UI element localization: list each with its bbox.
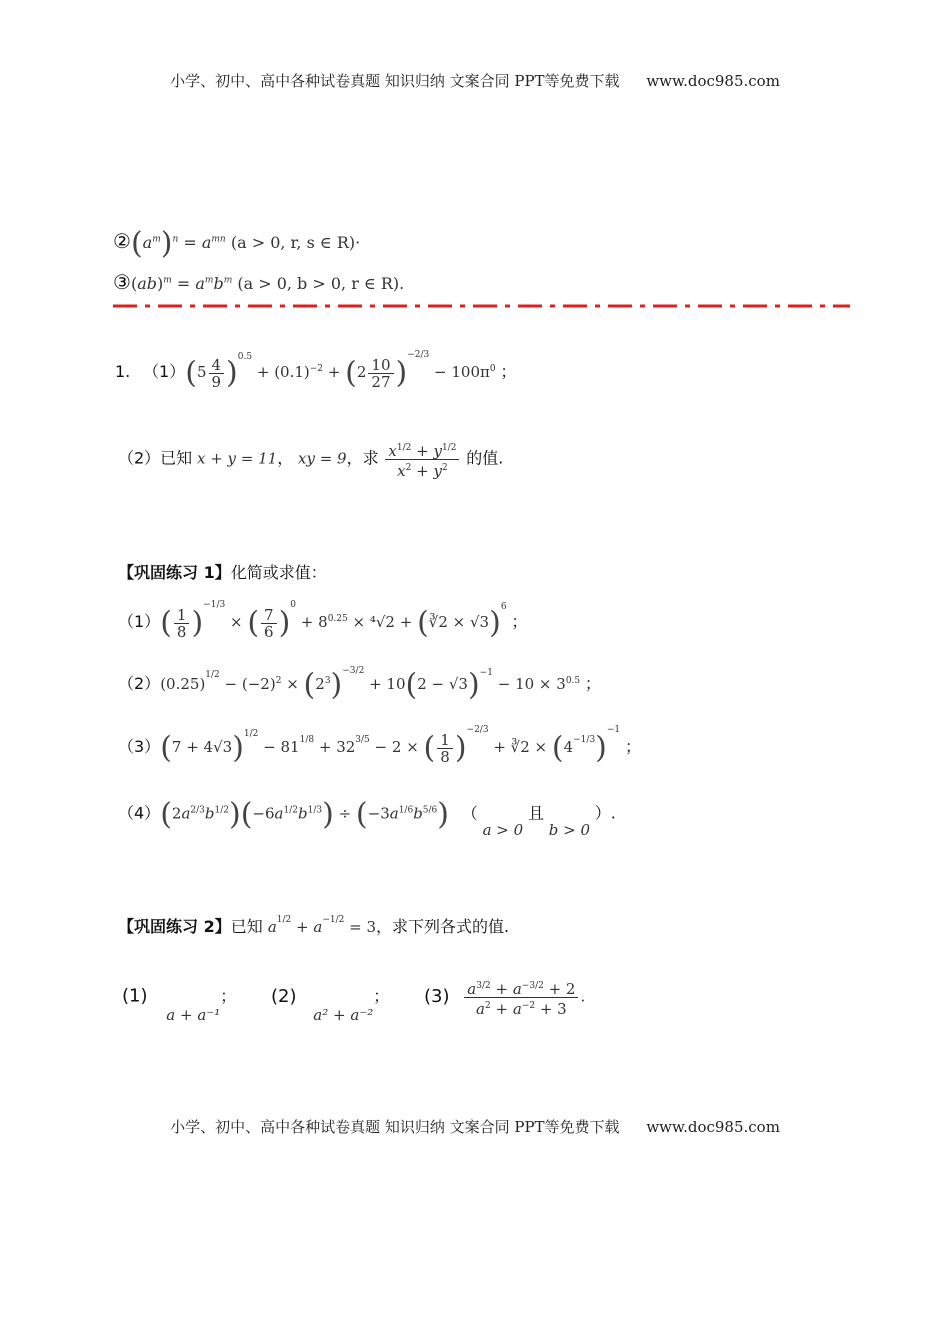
practice-2-q1-expr: a + a⁻¹	[166, 1005, 221, 1024]
example-number: 1.	[115, 362, 131, 381]
practice-1-q4-label: （4）	[118, 803, 161, 823]
example-1-part-2-sep: ，	[277, 448, 294, 468]
property-3: ③(ab)$^m$ = $a^mb^m$ (a > 0, b > 0, r ∈ R).	[113, 270, 405, 294]
property-2: $②(a^m)^n = a^{mn}$ (a > 0, r, s ∈ R)·	[113, 226, 361, 261]
practice-2-heading: 【巩固练习 2】已知 $a^{1/2} + a^{-1/2} = 3$，求下列各式的值.	[118, 915, 510, 936]
practice-2-given: 已知	[230, 917, 263, 936]
practice-2-q3-label: (3)	[424, 985, 450, 1007]
practice-1-q4-cond-a: a > 0	[482, 820, 524, 839]
example-1-part-1-end: ；	[500, 362, 517, 381]
practice-1-q4-cond-b: b > 0	[548, 820, 590, 839]
property-2-label: ②	[113, 229, 131, 253]
example-1-part-2-label: （2）已知	[118, 448, 193, 468]
example-1-condition-2: xy = 9	[298, 449, 347, 468]
practice-2-q1-label: (1)	[122, 985, 148, 1007]
practice-2-sep-1: ；	[220, 986, 237, 1006]
practice-1-q2-label: （2）	[118, 674, 161, 693]
footer-url[interactable]: www.doc985.com	[646, 1118, 780, 1136]
practice-2-questions: (1) a + a⁻¹； (2) a² + a⁻²； (3) $\frac{a^{3/2} + a^{-3/2} + 2}{a^2 + a^{-2} + 3}$ .	[122, 980, 586, 1024]
practice-1-heading	[118, 560, 327, 583]
practice-1-q4-open: （	[461, 803, 478, 823]
footer-text: 小学、初中、高中各种试卷真题 知识归纳 文案合同 PPT等免费下载	[170, 1118, 620, 1136]
example-1-part-2: （2）已知 x + y = 11， xy = 9，求 $\frac{x^{1/2} + y^{1/2}}{x^2 + y^2}$ 的值.	[118, 442, 504, 480]
practice-1-q3-label: （3）	[118, 737, 161, 756]
practice-1-q1-label: （1）	[118, 612, 161, 631]
property-3-condition: (a > 0, b > 0, r ∈ R)	[237, 274, 400, 293]
example-1-part-2-ask: ，求	[346, 448, 379, 468]
example-1-part-2-end: 的值.	[466, 448, 504, 468]
practice-2-q3-end: .	[580, 987, 586, 1006]
header-url[interactable]: www.doc985.com	[646, 72, 780, 90]
section-divider	[113, 304, 850, 308]
page-footer	[0, 1116, 950, 1137]
practice-2-sep-2: ；	[373, 986, 390, 1006]
practice-1-q1-end: ；	[511, 612, 528, 631]
example-1-part-1: 1. （1）(5 $\frac{4}{9}$ )$^{0.5} + (0.1)^{-2} + (2$ $\frac{10}{27}$ )$^{-2/3} - 100\pi^0$ ；	[115, 350, 517, 391]
practice-1-title: 【巩固练习 1】	[118, 563, 231, 582]
example-1-condition-1: x + y = 11	[196, 449, 278, 468]
header-text: 小学、初中、高中各种试卷真题 知识归纳 文案合同 PPT等免费下载	[170, 72, 620, 90]
practice-1-q4-close: ）.	[594, 803, 616, 823]
practice-1-instruction: 化简或求值：	[230, 563, 327, 582]
example-1-part-1-label: （1）	[143, 362, 186, 381]
property-3-label: ③	[113, 270, 131, 294]
practice-1-q2: $(2)(0.25)^{1/2} - (-2)^2 \times (2^3)^{-3/2} + 10(2 - √3)^{-1} - 10 \times 3^{0.5}$ ；	[118, 666, 601, 703]
property-2-end: ·	[355, 233, 361, 252]
practice-2-ask: ，求下列各式的值.	[376, 917, 510, 936]
page-header	[0, 70, 950, 91]
practice-2-q2-label: (2)	[271, 985, 297, 1007]
practice-2-title: 【巩固练习 2】	[118, 917, 231, 936]
practice-1-q3: $(3)(7 + 4√3)^{1/2} - 81^{1/8} + 32^{3/5} - 2$ × ( $\frac{1}{8}$ )$^{-2/3}$ + ∛2 × $(4^{-1/3})^{-1}$ ；	[118, 725, 641, 766]
property-2-condition: (a > 0, r, s ∈ R)	[230, 233, 356, 252]
practice-2-q2-expr: a² + a⁻²	[313, 1005, 374, 1024]
practice-1-q4: $(4)(2a^{2/3}b^{1/2})(-6a^{1/2}b^{1/3}) \div (-3a^{1/6}b^{5/6})$ （ a > 0 且 b > 0 ）.	[118, 797, 616, 839]
property-3-end: .	[399, 274, 405, 293]
practice-1-q3-end: ；	[624, 737, 641, 756]
practice-1-q2-end: ；	[584, 674, 601, 693]
practice-1-q1: （1）( $\frac{1}{8}$ )$^{-1/3}$ × ( $\frac{7}{6}$ )$^0 + 8^{0.25} \times ^4√2$ + (∛2 × √3)$^6$ ；	[118, 600, 528, 641]
practice-1-q4-and: 且	[527, 803, 544, 823]
